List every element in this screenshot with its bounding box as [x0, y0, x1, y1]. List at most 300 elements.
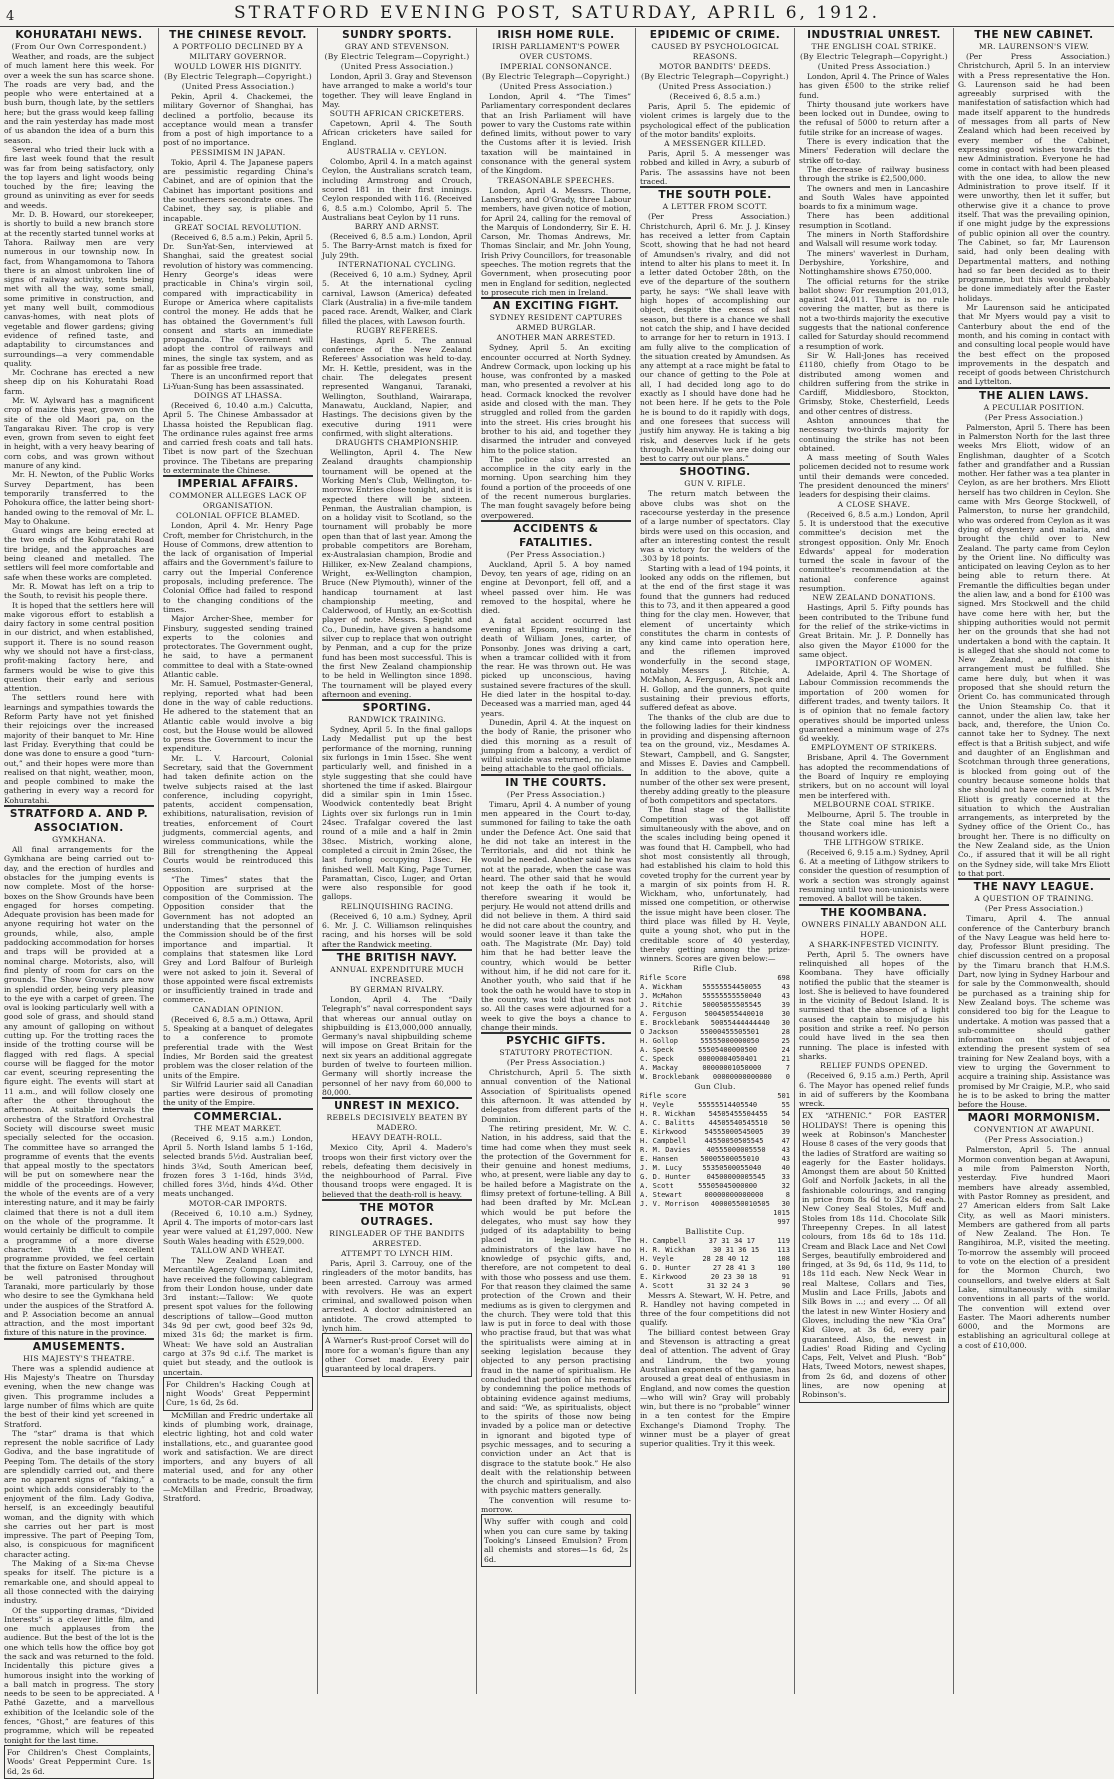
subheading: ANOTHER MAN ARRESTED.	[496, 333, 616, 343]
article-paragraph: Mr. Cochrane has erected a new sheep dip on his Kohuratahi Road farm.	[4, 368, 154, 396]
article-paragraph: Mr. W. Aylward has a magnificent crop of maize this year, grown on the site of the old Maori pa, on the Tangarakau River. The crop is very even, grown from seven to eight feet in height, with a very heavy bearing of corn cobs, and was grown without manure of any kind.	[4, 395, 154, 471]
score-cell: 55000455505501	[700, 1027, 760, 1036]
score-row	[640, 1164, 790, 1173]
subheading: GRAY AND STEVENSON.	[344, 42, 450, 51]
article-paragraph: The Making of a Six-ma Chevse speaks for itself. The picture is a remarkable one, and should appeal to all those connected with the dairying industry.	[4, 1559, 154, 1606]
article-paragraph: “The Times” states that the Opposition are surprised at the composition of the Commission. The Opposition consider that the Government has not adopted an understanding that the personnel of the Commission should be of the first importance and impartial. It complains that statesmen like Lord Grey and Lord Balfour of Burleigh were not asked to join it. Several of those appointed were fiscal extremists or insufficiently trained in trade and commerce.	[163, 874, 313, 1005]
section-heading: MAORI MORMONISM.	[967, 1112, 1101, 1125]
subheading: (Per Press Association.)	[506, 549, 606, 559]
subheading: (By Electric Telegram—Copyright.) (United Press Association.)	[324, 52, 470, 71]
subheading: BY GERMAN RIVALRY.	[349, 984, 445, 994]
subheading: SYDNEY RESIDENT CAPTURES ARMED BURGLAR.	[489, 313, 623, 333]
subheading: (Per Press Association.)	[984, 904, 1084, 914]
article-paragraph: The decrease of railway business through the strike is £2,500,000.	[799, 164, 949, 184]
subheading: REBELS DECISIVELY BEATEN BY MADERO.	[326, 1113, 468, 1133]
section-heading: AMUSEMENTS.	[32, 1340, 126, 1353]
article-paragraph: The official returns for the strike ballot show: For resumption 201,013, against 244,011. There is no rule covering the matter, but as there is not a two-thirds majority the executive suggests that the national conference called for Saturday should recommend a resumption of work.	[799, 276, 949, 351]
subheading: A PECULIAR POSITION.	[983, 402, 1085, 412]
article-paragraph: The New Zealand Loan and Mercantile Agency Company, Limited, have received the following cablegram from their London house, under date 3rd instant:—Tallow: We quote present spot values for the following descriptions of tallow—Good mutton 34s 9d per cwt, good beef 32s 9d, mixed 31s 6d; the market is firm. Wheat: We have sold an Australian cargo at 37s 9d c.i.f. The market is quiet but steady, and the outlook is uncertain.	[163, 1255, 313, 1377]
score-cell: G. D. Hunter	[640, 1263, 691, 1272]
score-cell: A. Mackay	[640, 1063, 678, 1072]
article-paragraph: Starting with a lead of 194 points, it looked any odds on the riflemen, but at the end of the first stage it was found that the gunners had reduced this to 73, and it then appeared a good thing for the clay men. However, that element of uncertainty which constitutes the charm in contests of any kind came into operation here, and the riflemen improved wonderfully in the second stage, notably Messrs J. Ritchie, A. McMahon, A. Ferguson, A. Speck and H. Gollop, and the gunners, not quite sustaining their previous efforts, suffered defeat as above.	[640, 563, 791, 713]
subheading: (From Our Own Correspondent.)	[11, 42, 147, 51]
score-cell: H. Campbell	[640, 1136, 687, 1145]
subheading: INTERNATIONAL CYCLING.	[338, 260, 456, 270]
score-cell: 43	[781, 1145, 790, 1154]
column-7	[954, 28, 1114, 1694]
section-heading: COMMERCIAL.	[193, 1110, 283, 1123]
article-paragraph: (Received 6, 8.5 a.m.) London, April 5. The Barry-Arnst match is fixed for July 29th.	[322, 232, 472, 260]
score-cell: 43	[781, 982, 790, 991]
article-paragraph: London, April 4. “The Times” Parliamentary correspondent declares that an Irish Parliament will have power to vary the Customs rate within defined limits, without power to vary the Customs after it is levied. Irish taxation will be maintained in consonance with the general system of the Kingdom.	[481, 92, 631, 176]
article-paragraph: (Per Press Association.) Christchurch, April 6. Mr. J. J. Kinsey has received a letter from Captain Scott, showing that he had not heard of Amundsen's rivalry, and did not intend to alter his plans to meet it. In a letter dated October 28th, on the eve of the departure of the southern party, he says: “We shall leave with high hopes of accomplishing our object, despite the excess of last season, but there is a chance we shall not catch the ship, and I have decided to arrange for her to return in 1913. I am fully alive to the complication of the situation created by Amundsen. As any attempt at a race might be fatal to our chance of getting to the Pole at all, I had decided long ago to do exactly as I should have done had he not been here. If he gets to the Pole he is bound to do it rapidly with dogs, and one foresees that success will justify him anyway. He is taking a big risk, and deserves luck if he gets through. Meanwhile we are doing our best to carry out our plans.”	[640, 212, 790, 464]
score-cell: 30	[781, 1199, 790, 1208]
score-cell: 39	[781, 1000, 790, 1009]
score-cell: 55	[781, 1100, 790, 1109]
subheading: (Per Press Association.)	[984, 412, 1084, 422]
score-cell: 44505540545510	[708, 1118, 768, 1127]
article-paragraph: There is every indication that the Miners' Federation will declare the strike off to-day.	[799, 137, 949, 165]
score-cell: 00000001050000	[702, 1063, 762, 1072]
article-paragraph: It is hoped that the settlers here will make vigorous effort to establish a dairy factory in some central position in our district, and when established, support it. There is no sound reason why we should not have a first-class, profit-making factory here, and farmers would be wise to give this question their early and serious attention.	[4, 600, 154, 694]
article-paragraph: Thirty thousand jute workers have been locked out in Dundee, owing to the refusal of 5000 to return after a futile strike for an increase of wages.	[799, 99, 949, 137]
article-paragraph: Mr. H. Newton, of the Public Works Survey Department, has been temporarily transferred to the Pohokura office, the latter being short-handed owing to the removal of Mr. L. May to Ohakune.	[4, 470, 154, 526]
score-cell: H. R. Wickham	[640, 1245, 695, 1254]
article-paragraph: Auckland, April 5. A boy named Devoy, ten years of age, riding on an engine at Devonport, fell off, and a wheel passed over him. He was removed to the hospital, where he died.	[481, 559, 631, 616]
score-table-rifle	[640, 974, 790, 1082]
subheading: RUGBY REFEREES.	[356, 325, 438, 335]
article-paragraph: Hastings, April 5. Fifty pounds has been contributed to the Tribune fund for the relief of the strike-victims in Great Britain. Mr. J. P. Donnelly has also given the Mayor £1000 for the same object.	[799, 603, 949, 659]
section-heading: KOHURATAHI NEWS.	[15, 29, 143, 41]
score-cell: E. Hansen	[640, 1154, 678, 1163]
subheading: A CLOSE SHAVE.	[837, 499, 911, 509]
subheading: A PORTFOLIO DECLINED BY A MILITARY GOVERNOR.	[172, 42, 304, 61]
article-paragraph: Wellington, April 4. The New Zealand draughts championship tournament will be opened at the Working Men's Club, Wellington, to-morrow. Entries close tonight, and it is expected there will be sixteen. Penman, the Australian champion, is on a holiday visit to Scotland, so the tournament will probably be more open than that of last year. Among the probable competitors are Boreham, ex-Australasian champion, Brodie and Hilliker, ex-New Zealand champions, Wright, ex-Wellington champion, Bruce (New Plymouth), winner of the handicap tournament at last championship meeting, and Calderwood, of Huntly, an ex-Scottish player of note. Messrs. Speight and Co., Dunedin, have given a handsome silver cup to replace that won outright by Penman, and a cup for the prize fund has been most successful. This is the first New Zealand championship to be held in Wellington since 1898. The tournament will be played every afternoon and evening.	[322, 448, 472, 699]
score-cell: 50055444444440	[710, 1018, 770, 1027]
article-paragraph: Major Archer-Shee, member for Finsbury, suggested sending trained experts to the colonies and protectorates. The Government ought, he said, to have a permanent committee to deal with a State-owned Atlantic cable.	[163, 614, 313, 680]
subheading: COMMONER ALLEGES LACK OF ORGANISATION.	[169, 491, 307, 511]
score-cell: J. McMahon	[640, 991, 683, 1000]
score-cell: A. Stewart	[640, 1190, 683, 1199]
subheading: IRISH PARLIAMENT'S POWER OVER CUSTOMS.	[492, 42, 620, 61]
article-paragraph: Mr Laurenson said he anticipated that Mr Myers would pay a visit to Canterbury about the end of the month, and his coming in contact with and consulting local people would have the best effect on the proposed improvements in the despatch and receipt of goods between Christchurch and Lyttelton.	[958, 303, 1110, 387]
score-cell: 00000000000000	[712, 1072, 772, 1081]
score-cell: 113	[777, 1245, 790, 1254]
subheading: GUN V. RIFLE.	[684, 479, 746, 489]
subheading: AUSTRALIA v. CEYLON.	[347, 147, 447, 157]
article-paragraph: The owners and men in Lancashire and South Wales have appointed boards to fix a minimum wage.	[799, 183, 949, 212]
score-row	[640, 974, 790, 983]
subheading: (By Electric Telegraph—Copyright.) (United Press Association.) (Received 6, 8.5 a.m.)	[641, 72, 789, 101]
score-cell: H. Campbell	[640, 1236, 687, 1245]
score-cell: 44550050505545	[704, 1136, 764, 1145]
article-paragraph: London, April 4. Messrs. Thorne, Lansberry, and O'Grady, three Labour members, have given notice of motion, for April 24, calling for the removal of the Marquis of Londonderry, Sir E. H. Carson, Mr. Thomas Andrews, Mr. Thomas Sinclair, and Mr. John Young, Irish Privy Councillors, for treasonable speeches. The motion regrets that the Government, when prosecuting poor men in England for sedition, neglected to prosecute rich men in Ireland.	[481, 185, 631, 297]
section-heading: IRISH HOME RULE.	[497, 29, 615, 41]
article-paragraph: (Received 6, 10 a.m.) Sydney, April 5. At the international cycling carnival, Lawson (America) defeated Clark (Australia) in a five-mile tandem paced race. Arendt, Walker, and Clark filled the places, with Lawson fourth.	[322, 270, 472, 326]
score-cell: A. C. Balitts	[640, 1118, 695, 1127]
score-cell: 50005500055010	[700, 1154, 760, 1163]
subheading: (By Electric Telegraph—Copyright.) (United Press Association.)	[482, 72, 630, 91]
subheading: (Per Press Association.)	[506, 1058, 606, 1068]
article-paragraph: Several who tried their luck with a fire last week found that the result was far from being satisfactory, only the top layers and light woods being touched by the fire; leaving the ground as uninviting as ever for seeds and weeds.	[4, 144, 154, 210]
article-paragraph: (Received 6, 8.5 a.m.) Pekin, April 5. Dr. Sun-Yat-Sen, interviewed at Shanghai, said the greatest social revolution of history was commencing. Henry George's ideas were practicable in China's virgin soil, compared with impracticability in Europe or America where capitalists control the money. He adds that he has obtained the Government's full consent and starts an immediate propaganda. The Government will adopt the control of railways and mines, the single tax system, and as far as possible free trade.	[163, 232, 313, 373]
score-row	[640, 1173, 790, 1182]
subheading: (By Electric Telegraph—Copyright.) (United Press Association.)	[800, 52, 948, 71]
subheading: RELIEF FUNDS OPENED.	[820, 1061, 928, 1071]
article-paragraph: There is an unconfirmed report that Li-Yuan-Sung has been assassinated.	[163, 372, 313, 391]
article-paragraph: (Received 6, 9.15 a.m.) Perth, April 6. The Mayor has opened relief funds in aid of sufferers by the Koombana wreck.	[799, 1071, 949, 1109]
score-row	[640, 1128, 790, 1137]
subheading: MOTOR-CAR IMPORTS.	[188, 1198, 288, 1208]
score-cell: 04500000005545	[706, 1172, 766, 1181]
article-paragraph: Mr. D. B. Howard, our storekeeper, is shortly to build a new branch store at the recently started tunnel works at Tahora. Railway men are very numerous in our township now. In fact, from Whangamomona to Tahora there is an almost unbroken line of signs of railway activity, tents being met with all the way, some small, some primitive in construction, and yet many well built, commodious canvas-homes, with neat plots of vegetable and flower gardens; giving evidence of refined taste, and adaptability to circumstances and surroundings—a very commendable quality.	[4, 210, 154, 368]
subheading: (Per Press Association.)	[984, 1135, 1084, 1145]
subheading: Rifle Club.	[693, 963, 737, 973]
score-cell: 50045055440010	[704, 1009, 764, 1018]
advertisement: A Warner's Rust-proof Corset will do more for a woman's figure than any other Corset made. Every pair guaranteed by local drapers.	[322, 1333, 472, 1376]
score-cell: C. Speck	[640, 1054, 674, 1063]
masthead	[0, 0, 1114, 27]
subheading: MELBOURNE COAL STRIKE.	[813, 799, 935, 809]
article-paragraph: All final arrangements for the Gymkhana are being carried out to-day, and the erection of hurdles and obstacles for the jumping events is now complete. Most of the horse-boxes on the Show Grounds have been engaged for horses competing. Adequate provision has been made for anyone requiring hot water on the grounds, while, also, ample paddocking accommodation for horses and traps will be provided at a nominal charge. Motorists, also, will find plenty of room for cars on the grounds. The Show Grounds are now in splendid order, being very pleasing to the eye with a carpet of green. The oval is looking particularly well with a good sole of grass, and should stand any amount of galloping on without cutting up. For the trotting races the inside of the trotting course will be flagged with red flags. A special course will be flagged for the motor car event, sceuring representing the figure eight. The events will start at 11 a.m., and will follow closely one after the other throughout the afternoon. At suitable intervals the orchestra of the Stratford Orchestral Society will discourse sweet music specially selected for the occasion. The committee have so arranged the programme of events that the events that appeal mostly to the spectators will be put on somewhere near the middle of the proceedings. However, the whole of the events are of a very interesting nature, and it may be fairly claimed that there is not a dull item on the whole of the programme. It would certainly be difficult to compile a programme of a more diverse character. With the excellent programme provided, we feel certain that the fixture on Easter Monday will be well patronised throughout Taranaki, more particularly by those who desire to see the Gymkhana held under the auspices of the Stratford A. and P. Association become an annual attraction, and the most important fixture of this nature in the province.	[4, 845, 154, 1338]
score-cell: 37 31 34 17	[708, 1236, 756, 1245]
subheading: HEAVY DEATH-ROLL.	[351, 1133, 443, 1143]
article-paragraph: Weather, and roads, are the subject of much lament here this week. For over a week the sun has scarce shone. The roads are very bad, and the people who were entertained at a bush burn, though late, by the settlers here; but the grass would keep falling and the rain yesterday has made most of us abandon the idea of a burn this season.	[4, 52, 154, 145]
subheading: SOUTH AFRICAN CRICKETERS.	[329, 109, 465, 119]
section-heading: THE NEW CABINET.	[974, 29, 1094, 41]
subheading: A SHARK-INFESTED VICINITY.	[809, 939, 939, 949]
score-row	[640, 1046, 790, 1055]
score-cell: 43	[781, 991, 790, 1000]
section-heading: SPORTING.	[362, 702, 432, 715]
score-row	[640, 1064, 790, 1073]
article-paragraph: London, April 4. Mr. Henry Page Croft, member for Christchurch, in the House of Commons, drew attention to the lack of organisation of Imperial affairs and the Government's failure to carry out the Imperial Conference proposals, including preference. The Colonial Office had failed to respond to the changing conditions of the times.	[163, 521, 313, 614]
subheading: THE MEAT MARKET.	[194, 1123, 282, 1133]
score-cell: 50005055505545	[702, 1000, 762, 1009]
section-heading: IMPERIAL AFFAIRS.	[177, 478, 299, 491]
article-paragraph: Tokio, April 4. The Japanese papers are pessimistic regarding China's Cabinet, and are of opinion that the Cabinet has important positions and the southerners secondrate ones. The Cabinet, they say, is pliable and incapable.	[163, 157, 313, 223]
score-cell: 55505400000500	[698, 1045, 758, 1054]
score-cell: 00000004050401	[698, 1054, 758, 1063]
score-cell: R. M. Davies	[640, 1145, 691, 1154]
score-cell: Rifle Score	[640, 973, 687, 982]
score-row	[640, 1246, 790, 1255]
section-heading: THE KOOMBANA.	[820, 906, 928, 919]
score-cell: A. Ferguson	[640, 1009, 687, 1018]
score-row	[640, 1028, 790, 1037]
article-paragraph: (Received 6, 9.15 a.m.) London, April 5. North Island lambs 5 1-16d, selected brands 5½d. Australian beef, hinds 3¼d, South American beef, frozen fores 3 1-16d, hinds 3½d, chilled fores 3½d, hinds 4¼d. Other meats unchanged.	[163, 1133, 313, 1199]
article-paragraph: The return match between the above clubs was shot on the racecourse yesterday in the presence of a large number of spectators. Clay birds were used on this occasion, and after an interesting contest the result was a victory for the welders of the .303 by 18 points.	[640, 489, 790, 564]
column-3	[318, 28, 477, 1694]
subheading: THE ENGLISH COAL STRIKE.	[811, 42, 937, 51]
score-cell: 30	[781, 1009, 790, 1018]
score-cell: 21	[781, 1054, 790, 1063]
subheading: STATUTORY PROTECTION.	[499, 1048, 613, 1058]
score-row	[640, 1055, 790, 1064]
article-paragraph: Sir Wilfrid Laurier said all Canadian parties were desirous of promoting the unity of the Empire.	[163, 1079, 313, 1108]
score-cell: 55555554450055	[702, 982, 762, 991]
score-row	[640, 1101, 790, 1110]
subheading: BARRY AND ARNST.	[354, 222, 440, 232]
column-1	[0, 28, 159, 1776]
article-paragraph: Dunedin, April 4. At the inquest on the body of Ranie, the prisoner who died this morning as a result of jumping from a balcony, a verdict of wilful suicide was returned, no blame being attachable to the gaol officials.	[481, 717, 631, 774]
article-paragraph: Sir W. Hall-Jones has received £1180, chiefly from Otago to be distributed among women and children suffering from the strike in Cardiff, Middlesboro, Stockton, Grimsby, Stoke, Chesterfield, Leeds and other centres of distress.	[799, 350, 949, 416]
subheading: Gun Club.	[694, 1081, 736, 1091]
article-paragraph: Paris, April 5. A messenger was robbed and killed in Avry, a suburb of Paris. The assassins have not been traced.	[640, 149, 790, 187]
score-row	[640, 1182, 790, 1191]
score-cell: 108	[777, 1254, 790, 1263]
score-row	[640, 1019, 790, 1028]
score-cell: 40555000005550	[706, 1145, 766, 1154]
score-cell: 90	[781, 1281, 790, 1290]
section-heading: SHOOTING.	[679, 466, 751, 479]
score-cell: 91	[781, 1272, 790, 1281]
subheading: THE LITHGOW STRIKE.	[823, 837, 925, 847]
article-paragraph: The billiard contest between Gray and Stevenson is attracting a great deal of attention. The advent of Gray and Lindrum, the two young Australian exponents of the game, has aroused a great deal of enthusiasm in England, and now comes the question —who will win? Gray will probably win, but there is no “probable” winner in a ten contest for the Empire Exchange's Diamond Trophy. The winner must be a player of great superior qualities. Try it this week.	[640, 1327, 790, 1449]
article-paragraph: (Received 6, 10.10 a.m.) Sydney, April 4. The imports of motor-cars last year were valued at £1,297,000. New South Wales heading with £529,000.	[163, 1208, 313, 1246]
article-paragraph: Sydney, April 5. An exciting encounter occurred at North Sydney. Andrew Cormack, upon locking up his house, was confronted by a masked man, who presented a revolver at his head. Cormack knocked the revolver aside and closed with the man. They struggled and rolled from the garden into the street. His cries brought his brother to his aid, and together they disarmed the intruder and conveyed him to the police station.	[481, 343, 631, 455]
article-paragraph: Palmerston, April 5. The annual Mormon convention began at Awapuni, a mile from Palmerston North, yesterday. Five hundred Maori members have already assembled, with Pastor Romney as president, and 27 American elders from Salt Lake City, as well as Maori ministers. Members are gathered from all parts of New Zealand. The Hon. Te Rangihiroa, M.P., visited the meeting. To-morrow the assembly will proceed to vote on the election of a president for the Mormon Church, two counsellors, and twelve elders at Salt Lake, simultaneously with similar conventions in all parts of the world. The convention will extend over Easter. The Maori adherents number 6000, and the Mormons are establishing an agricultural college at a cost of £10,000.	[958, 1145, 1110, 1350]
subheading: DRAUGHTS CHAMPIONSHIP.	[335, 438, 459, 448]
score-cell: J. M. Lucy	[640, 1163, 683, 1172]
article-paragraph: Paris, April 3. Carrouy, one of the ringleaders of the motor bandits, has been arrested. Carrouy was armed with revolvers. He was an expert criminal, and swallowed poison when arrested. A doctor administered an antidote. The crowd attempted to lynch him.	[322, 1258, 472, 1334]
article-paragraph: The retiring president, Mr. W. C. Nation, in his address, said that the time had come when they must seek the protection of the Government for their genuine and honest mediums, who, at present, were liable any day to be hailed before a Magistrate on the flimsy pretext of fortune-telling. A Bill had been drafted by Mr. McLean which would be put before the delegates, who must say how they judged of its adaptability to being placed in legislation. The administrators of the law have no knowledge of psychic gifts, and, therefore, are not competent to deal with those who possess and use them. For that reason they claimed the same protection of the Crown and their mediums as is given to clergymen and the church. They were told that this law is put in force to deal with those who practise fraud, but that was what the spiritualists were aiming at in seeking legislation because they objected to any person practising fraud in the name of spiritualism. He concluded that portion of his remarks by condemning the police methods of obtaining evidence against mediums, and said: “We, as spiritualists, object to the spirits of those now being invaded by a police man or detective in ignorant and bigoted type of psychic messages, and to securing a conviction under an Act that is disgrace to the statute book.” He also dealt with the relationship between the church and spiritualism, and also with psychic matters generally.	[481, 1123, 631, 1496]
score-cell: 55555555550040	[702, 991, 762, 1000]
score-cell: 00000000000000	[704, 1190, 764, 1199]
article-paragraph: London, April 3. Gray and Stevenson have arranged to make a world's tour together. They will leave England in May.	[322, 72, 472, 109]
score-row	[640, 1237, 790, 1246]
column-6	[795, 28, 954, 1694]
article-paragraph: Mexico City, April 4. Madero's troops won their first victory over the rebels, defeating them decisively in the neighbourhood of Parral. Five thousand troops were engaged. It is believed that the death-roll is heavy.	[322, 1143, 472, 1199]
subheading: HIS MAJESTY'S THEATRE.	[23, 1353, 135, 1363]
score-row	[640, 1255, 790, 1264]
score-table-ballistite	[640, 1237, 790, 1291]
article-paragraph: Perth, April 5. The owners have relinquished all hopes of the Koombana. They have officially notified the public that the steamer is lost. She is believed to have foundered in the vicinity of Bedout Island. It is surmised that the absence of a light caused the captain to misjudge his position and strike a reef. No person could have lived in the sea then running. The place is infested with sharks.	[799, 949, 949, 1061]
score-cell: 100	[777, 1263, 790, 1272]
article-paragraph: Brisbane, April 4. The Government has adopted the recommendations of the Board of Inquiry re employing strikers, but on no account will loyal men be interfered with.	[799, 753, 949, 800]
subheading: RANDWICK TRAINING.	[348, 715, 446, 725]
score-cell: 25	[781, 1036, 790, 1045]
section-heading: ACCIDENTS & FATALITIES.	[513, 522, 599, 549]
score-cell: E. Brocklebank	[640, 1018, 700, 1027]
subheading: ATTEMPT TO LYNCH HIM.	[340, 1248, 454, 1258]
subheading: ANNUAL EXPENDITURE MUCH INCREASED.	[330, 964, 464, 984]
article-paragraph: Timaru, April 4. A number of young men appeared in the Court to-day, summoned for failing to take the oath under the Defence Act. One said that he did not take an interest in the Territorials, and did not think he would be needed. Another said he was not at the parade, when the case was heard. The other said that he would not keep the oath if he took it, therefore swearing it would be perjury. He would not attend drills and did not believe in them. A third said he did not care about the country, and would sooner leave it than take the oath. The Magistrate (Mr. Day) told him that he had better leave the country, which would be better without him, if he did not care for it. Another youth, who said that if he took the oath he would have to stop in the country, was told that it was not so. All the cases were adjourned for a week to give the boys a chance to change their minds.	[481, 799, 631, 1032]
article-paragraph: Melbourne, April 5. The trouble in the State coal mine has left a thousand workers idle.	[799, 809, 949, 838]
article-paragraph: (Received 6, 10 a.m.) Sydney, April 6. Mr. J. C. Williamson relinquishes racing, and his horses will be sold after the Randwick meeting.	[322, 911, 472, 949]
article-paragraph: Christchurch, April 5. The sixth annual convention of the National Association of Spiritualists opened this afternoon. It was attended by delegates from different parts of the Dominion.	[481, 1068, 631, 1124]
article-paragraph: Paris, April 5. The epidemic of violent crimes is largely due to the psychological effect of the publication of the motor bandits' exploits.	[640, 102, 790, 139]
score-row	[640, 1119, 790, 1128]
score-cell: 0	[785, 1072, 790, 1081]
score-cell: H. R. Wickham	[640, 1109, 695, 1118]
article-paragraph: The thanks of the club are due to the following ladies for their kindness in providing and dispensing afternoon tea on the ground, viz., Mesdames A. Stewart, Campbell, and G. Sangster, and Misses E. Davies and Campbell. In addition to the above, quite a number of the other sex were present, thereby adding greatly to the pleasure of both competitors and spectators.	[640, 712, 790, 806]
score-cell: J. V. Morrison	[640, 1199, 700, 1208]
subheading: EMPLOYMENT OF STRIKERS.	[810, 743, 938, 753]
score-cell: 27 28 41 3	[712, 1263, 756, 1272]
score-table-gun	[640, 1092, 790, 1227]
article-paragraph: The convention will resume to-morrow.	[481, 1495, 631, 1515]
section-heading: EPIDEMIC OF CRIME.	[649, 29, 781, 41]
article-paragraph: Mr. L. V. Harcourt, Colonial Secretary, said that the Government had taken definite action on the twelve subjects raised at the last conference, including copyright, patents, accident compensation, exhibitions, naturalisation, revision of treaties, enforcement of Court judgments, commercial agents, and wireless communications, while the Bill for strengthening the Appeal Courts would be reintroduced this session.	[163, 753, 313, 875]
score-cell: A. Scott	[640, 1281, 674, 1290]
article-paragraph: A fatal accident occurred last evening at Epsom, resulting in the death of William Jones, carter, of Ponsonby. Jones was driving a cart, when a tramcar collided with it from the rear. He was thrown out. He was picked up unconscious, having sustained severe fractures of the skull. He died later in the hospital to-day. Deceased was a married man, aged 44 years.	[481, 615, 631, 718]
article-paragraph: A mass meeting of South Wales policemen decided not to resume work until their demands were conceded. The president denounced the miners' leaders for despising their claims.	[799, 453, 949, 500]
score-cell: 501	[777, 1091, 790, 1100]
score-cell: J. Ritchie	[640, 1000, 683, 1009]
subheading: IMPERIAL CONSONANCE.	[500, 62, 612, 71]
column-2	[159, 28, 318, 1694]
score-cell: 698	[777, 973, 790, 982]
article-paragraph: Timaru, April 4. The annual conference of the Canterbury branch of the Navy League was held here to-day, Professor Blunt presiding. The chief discussion centred on a proposal by the Timaru branch that H.M.S. Dart, now lying in Sydney Harbour and for sale by the Commonwealth, should be purchased as a training ship for New Zealand boys. The scheme was considered too big for the League to undertake. A motion was passed that a sub-committee should gather information on the subject of extending the present system of sea training for New Zealand boys, with a view to urging the Government to acquire a training ship. Assistance was promised by Mr Craigie, M.P., who said he is to be asked to bring the matter before the House.	[958, 914, 1110, 1110]
article-paragraph: There has been additional resumption in Scotland.	[799, 211, 949, 230]
article-paragraph: London, April 4. The “Daily Telegraph's” naval correspondent says that whereas our annual outlay on shipbuilding is £13,000,000 annually, Germany's naval shipbuilding scheme will impose on Great Britain for the next six years an additional aggregate burden of twelve to fourteen million. Germany will shortly increase the personnel of her navy from 60,000 to 80,000.	[322, 994, 472, 1097]
subheading: MOTOR BANDITS' DEEDS.	[659, 62, 771, 71]
score-row	[640, 1001, 790, 1010]
score-row	[640, 1191, 790, 1200]
section-heading: THE CHINESE REVOLT.	[169, 29, 307, 41]
score-cell: 28	[781, 1027, 790, 1036]
score-cell: 20 23 30 18	[710, 1272, 758, 1281]
subheading: NEW ZEALAND DONATIONS.	[812, 593, 936, 603]
article-paragraph: (Received 6, 8.5 a.m.) London, April 5. It is understood that the executive committee's decision met the strongest opposition. Only Mr. Enoch Edwards' appeal for moderation turned the scale in favour of the committee's recommendation at the national conference against resumption.	[799, 509, 949, 594]
subheading: IMPORTATION OF WOMEN.	[815, 659, 933, 669]
section-heading: THE MOTOR OUTRAGES.	[359, 1201, 435, 1228]
score-row	[640, 1146, 790, 1155]
section-heading: THE NAVY LEAGUE.	[973, 881, 1095, 894]
advertisement: For Children's Chest Complaints, Woods' Great Peppermint Cure. 1s 6d, 2s 6d.	[4, 1745, 154, 1779]
score-cell: 40	[781, 1163, 790, 1172]
newspaper-title: STRATFORD EVENING POST, SATURDAY, APRIL 6, 1912.	[234, 3, 880, 23]
score-cell: Rifle score	[640, 1091, 687, 1100]
subheading: (By Electric Telegraph—Copyright.) (United Press Association.)	[164, 72, 312, 91]
score-row	[640, 1010, 790, 1019]
score-cell: 40000550010505	[710, 1199, 770, 1208]
section-heading: UNREST IN MEXICO.	[334, 1100, 460, 1113]
subheading: A LETTER FROM SCOTT.	[662, 202, 768, 212]
score-cell: 8	[785, 1190, 790, 1199]
score-cell: A. Wickham	[640, 982, 683, 991]
section-heading: AN EXCITING FIGHT.	[492, 300, 620, 313]
subheading: Ballistite Cup.	[685, 1226, 745, 1236]
article-paragraph: The “star” drama is that which represent the noble sacrifice of Lady Godiva, and the base ingratitude of Peeping Tom. The details of the story are splendidly carried out, and there are no apparent signs of “faking,” a point which adds considerably to the enjoyment of the film. Lady Godiva, herself, is an exceedingly beautiful woman, and the dignity with which she carries out her part is most impressive. The part of Peeping Tom, also, is conspicuous for magnificent character acting.	[4, 1428, 154, 1559]
article-paragraph: Hastings, April 5. The annual conference of the New Zealand Referees' Association was held to-day. Mr. H. Kettle, president, was in the chair. The delegates present represented Wanganui, Taranaki, Wellington, Southland, Wairarapa, Manawatu, Auckland, Napier, and Hastings. The decisions given by the executive during 1911 were confirmed, with slight alterations.	[322, 335, 472, 438]
subheading: GYMKHANA.	[52, 835, 106, 845]
article-paragraph: Mr. R. Mowat has left on a trip to the South, to revisit his people there.	[4, 581, 154, 601]
article-paragraph: The final stage of the Ballistite Competition was got off simultaneously with the above, and on the scales including being opened it was found that H. Campbell, who had shot most consistently all through, had established his claim to hold this coveted trophy for the current year by a margin of six points from H. R. Wickham, who, unfortunately, had missed one competition, or otherwise the issue might have been closer. The third place was filled by H. Veyle, quite a young shot, who put in the creditable score of 40 yesterday, thereby getting among the prize-winners. Scores are given below:—	[640, 805, 790, 964]
score-row	[640, 1110, 790, 1119]
section-heading: THE BRITISH NAVY.	[336, 951, 458, 964]
article-paragraph: The miners' waverlest in Durham, Derbyshire, Yorkshire, and Nottinghamshire shows £750,000.	[799, 248, 949, 277]
section-heading: STRATFORD A. AND P. ASSOCIATION.	[9, 808, 149, 835]
score-row	[640, 1037, 790, 1046]
score-cell: 28 28 40 12	[702, 1254, 749, 1263]
score-cell: 30	[781, 1018, 790, 1027]
advertisement: For Children's Hacking Cough at night Woods' Great Peppermint Cure, 1s 6d, 2s 6d.	[163, 1377, 313, 1411]
article-paragraph: There was a splendid audience at His Majesty's Theatre on Thursday evening, when the new change was given. This programme includes a large number of films which are quite the best of their kind yet screened in Stratford.	[4, 1363, 154, 1429]
article-paragraph: Sydney, April 5. In the final gallops Lady Medallist put up the best performance of the morning, running six furlongs in 1min 15sec. She went particularly well, and finished in a style suggesting that she could have shortened the time if asked. Blairgour did a similar spin in 1min 15sec. Woodwick contentedly beat Bright Lights over six furlongs run in 1min 24sec. Trafalgar covered the last round of a mile and a half in 2min 38sec. Mistrich, working alone, completed a circuit in 2min 26sec, the last furlong occupying 13sec. He finished well. Malt King, Page Turner, Paramattan, Cisco, Luger, and Ortan were also responsible for good gallops.	[322, 725, 472, 902]
article-paragraph: The settlers round here with learnings and sympathies towards the Reform Party have not yet finished their rejoicings over the increased majority of their banquet to Mr. Hine last Friday. Everything that could be done was done to ensure a good “turn-out,” and their hopes were more than realised on that night, weather, moon, and people combined to make the gathering in every way a record for Kohuratahi.	[4, 693, 154, 805]
score-row	[640, 1273, 790, 1282]
score-row	[640, 1200, 790, 1209]
score-cell: A. Scott	[640, 1181, 674, 1190]
subheading: A QUESTION OF TRAINING.	[974, 894, 1094, 904]
section-heading: INDUSTRIAL UNREST.	[807, 29, 941, 41]
score-cell: A. Speck	[640, 1045, 674, 1054]
score-cell: 7	[785, 1063, 790, 1072]
article-paragraph: Ashton announces that the necessary two-thirds majority for continuing the strike has not been obtained.	[799, 415, 949, 453]
score-row	[640, 1282, 790, 1291]
score-cell: H. Veyle	[640, 1254, 674, 1263]
subheading: RELINQUISHING RACING.	[340, 901, 454, 911]
subheading: OWNERS FINALLY ABANDON ALL HOPE.	[801, 919, 947, 939]
advertisement: Why suffer with cough and cold when you can cure same by taking Tooking's Linseed Emulsion? From all chemists and stores—1s 6d, 2s 6d.	[481, 1514, 631, 1566]
article-paragraph: Colombo, April 4. In a match against Ceylon, the Australians scratch team, including Armstrong and Crouch, scored 181 in their first innings. Ceylon responded with 116. (Received 6, 8.5 a.m.) Colombo, April 5. The Australians beat Ceylon by 11 runs.	[322, 157, 472, 222]
subheading: RINGLEADER OF THE BANDITS ARRESTED.	[329, 1228, 465, 1248]
score-cell: O Jackson	[640, 1027, 678, 1036]
score-cell: 55350500055040	[702, 1163, 762, 1172]
subheading: (Per Press Association.)	[506, 789, 606, 799]
subheading: GREAT SOCIAL REVOLUTION.	[174, 222, 302, 232]
article-paragraph: McMillan and Fredric undertake all kinds of plumbing work, drainage, electric lighting, hot and cold water installations, etc., and guarantee good work and satisfaction. We are direct importers, and any buyers of all material used, and for any other contracts to be made, consult the firm—McMillan and Fredric, Broadway, Stratford.	[163, 1410, 313, 1504]
score-row	[640, 1073, 790, 1082]
score-cell: 55505045000000	[698, 1181, 758, 1190]
score-cell: 24	[781, 1045, 790, 1054]
section-heading: IN THE COURTS.	[505, 776, 607, 789]
score-cell: 119	[777, 1236, 790, 1245]
score-cell: 54505455504455	[708, 1109, 768, 1118]
article-paragraph: Of the supporting dramas, “Divided Interests” is a clever little film, and one much applauses from the audience. But the best of the lot is the one which tells how the office boy got the sack and was returned to the fold. Incidentally this picture gives a humorous insight into the working of a ball match in progress. The story needs to be seen to be appreciated. A Pathé Gazette, and a marvellous exhibition of the Icelandic sole of the fences, “Ghost,” are features of this programme, which will be repeated tonight for the last time.	[4, 1605, 154, 1745]
column-4	[477, 28, 636, 1694]
article-paragraph: (Per Press Association.) Christchurch, April 5. In an interview with a Press representative the Hon. G. Laurenson said he had been agreeably surprised with the manifestation of satisfaction which had made itself apparent to the hundreds of messages from all parts of New Zealand which had been received by every member of the Cabinet, expressing good wishes towards the new Administration. Everyone he had come in contact with had been pleased with the one idea, to allow the new Administration to prove itself. If it were unworthy, then let it suffer, but otherwise give it a chance to prove itself. That was the prevailing opinion, if one might judge by the expressions of public opinion all over the country. The Cabinet, so far, Mr Laurenson said, had only been dealing with Departmental matters, and nothing had so far been decided as to their programme, but this would probably be done immediately after the Easter holidays.	[958, 52, 1110, 303]
score-cell: 54	[781, 1109, 790, 1118]
subheading: PESSIMISM IN JAPAN.	[190, 147, 286, 157]
subheading: CANADIAN OPINION.	[192, 1004, 284, 1014]
subheading: A MESSENGER KILLED.	[664, 139, 766, 149]
score-cell: 39	[781, 1127, 790, 1136]
columns	[0, 28, 1114, 1776]
score-cell: E. Kirkwood	[640, 1127, 687, 1136]
score-cell: 32	[781, 1181, 790, 1190]
score-cell: W. Brocklebank	[640, 1072, 700, 1081]
score-row	[640, 983, 790, 992]
article-paragraph: Palmerston, April 5. There has been in Palmerston North for the last three weeks Mrs Eliott, widow of an Englishman, daughter of a Scotch father and grandfather and a Russian mother. Her father was a tea planter in Ceylon, as are her brothers. Mrs Eliott herself has two children in Ceylon. She came with Mrs George Stockwell, of Palmerston, to nurse her grandchild, who was ordered from Ceylon as it was dying of dysentery and malaria, and brought the child over to New Zealand. The party came from Ceylon by the Orient line. No difficulty was anticipated on leaving Ceylon as to her being able to return there. At Fremantle the difficulties began under the alien law, and a bond for £100 was signed. Mrs Stockwell and the child have come here with her, but the shipping authorities would not permit her on the grounds that she had not undertaken a bond with the captain. It is alleged that she should not come to New Zealand, and that this arrangement must be fulfilled. She came here duly, but when it was proposed that she should return the Orient Co. has communicated through the Union Steamship Co. that it cannot, under the alien law, take her back, and, therefore, the Union Co. cannot take her to Sydney. The next effect is that a British subject, and wife and daughter of an Englishman and Scotchman through three generations, is blocked from going out of the country because someone holds that she should not have come into it. Mrs Eliott is greatly concerned at the situation to which the Australian arrangements, as interpreted by the Sydney office of the Orient Co., has brought her. There is no difficulty on the New Zealand side, as the Union Co., if assured that it will be all right on the Sydney side, will take Mrs Eliott to that port.	[958, 422, 1110, 878]
score-row	[640, 1155, 790, 1164]
article-paragraph: Pekin, April 4. Chackemei, the military Governor of Shanghai, has declined a portfolio, because its acceptance would mean a transfer from a post of high importance to a post of no importance.	[163, 92, 313, 148]
score-cell: 33	[781, 1172, 790, 1181]
subheading: TALLOW AND WHEAT.	[191, 1245, 285, 1255]
section-heading: THE ALIEN LAWS.	[978, 389, 1090, 402]
article-paragraph: (Received 6, 9.15 a.m.) Sydney, April 6. At a meeting of Lithgow strikers to consider the question of resumption of work a section was strongly against resuming until two non-unionists were removed. A ballot will be taken.	[799, 847, 950, 904]
score-cell: G. D. Hunter	[640, 1172, 691, 1181]
subheading: COLONIAL OFFICE BLAMED.	[176, 511, 300, 521]
score-cell: 54555000545005	[704, 1127, 764, 1136]
subheading: DOINGS AT LHASSA.	[193, 390, 283, 400]
score-cell: E. Kirkwood	[640, 1272, 687, 1281]
article-paragraph: Messrs A. Stewart, W. H. Petre, and R. Handley not having competed in three of the four competitions did not qualify.	[640, 1290, 790, 1328]
score-cell: H. Veyle	[640, 1100, 674, 1109]
score-cell: 43	[781, 1154, 790, 1163]
score-total: 997	[777, 1217, 790, 1226]
section-heading: PSYCHIC GIFTS.	[506, 1035, 606, 1048]
article-paragraph: London, April 4. The Prince of Wales has given £500 to the strike relief fund.	[799, 72, 949, 100]
subheading: CAUSED BY PSYCHOLOGICAL REASONS.	[651, 42, 779, 61]
subheading: WOULD LOWER HIS DIGNITY.	[174, 62, 302, 71]
article-paragraph: (Received 6, 10.40 a.m.) Calcutta, April 5. The Chinese Ambassador at Lhassa hoisted the Republican flag. The ordinance rules against free arms and carried fresh coats and tall hats. Tibet is now part of the Szechuan province. The Tibetans are preparing to exterminate the Chinese.	[163, 400, 313, 475]
page-number: 4	[6, 9, 18, 24]
score-row	[640, 1137, 790, 1146]
score-total: 1015	[773, 1208, 790, 1217]
